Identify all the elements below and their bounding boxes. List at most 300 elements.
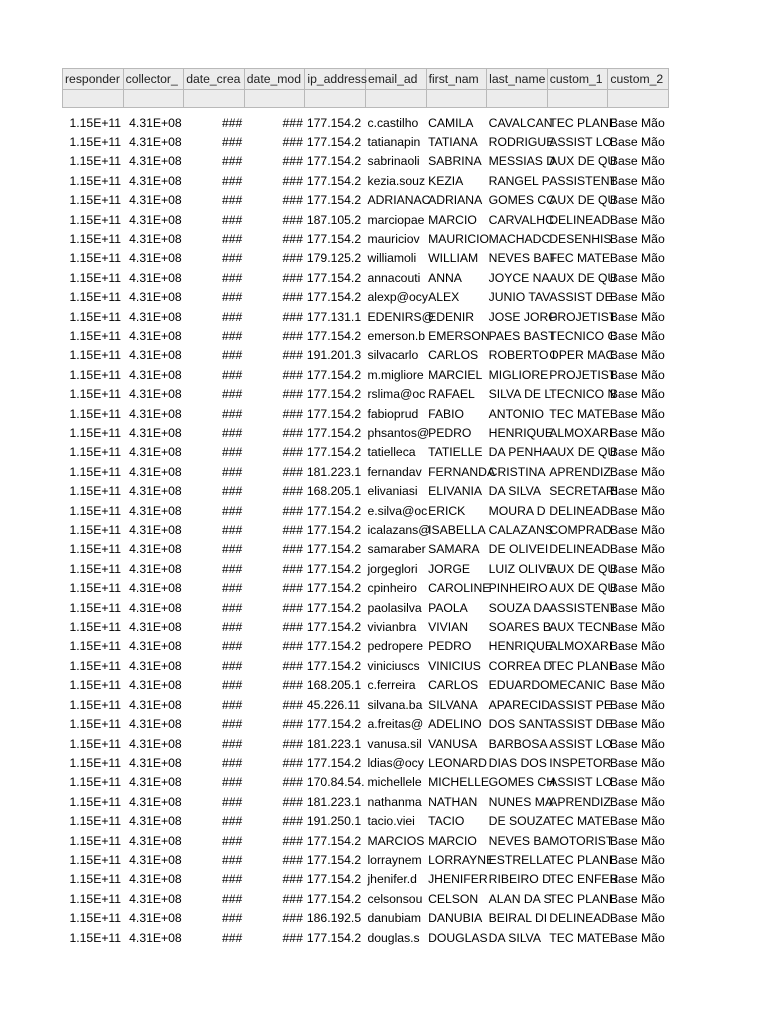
ip-address-cell[interactable]: 177.154.2 [306, 290, 362, 305]
first-name-cell[interactable]: PAOLA [428, 600, 468, 615]
custom-2-cell[interactable]: Base Mão [609, 930, 665, 945]
respondent-id-cell[interactable]: 1.15E+11 [69, 270, 122, 285]
first-name-cell[interactable]: EMERSON [428, 328, 490, 343]
custom-1-cell[interactable]: TEC PLANE [549, 852, 617, 867]
collector-id-cell[interactable]: 4.31E+08 [129, 581, 182, 596]
collector-id-cell[interactable]: 4.31E+08 [129, 658, 182, 673]
custom-2-cell[interactable]: Base Mão [609, 173, 665, 188]
email-cell[interactable]: paolasilva [367, 600, 422, 615]
custom-2-cell[interactable]: Base Mão [609, 115, 665, 130]
last-name-cell[interactable]: DA SILVA [488, 484, 542, 499]
empty-cell[interactable] [123, 90, 184, 108]
empty-cell[interactable] [426, 90, 487, 108]
collector-id-cell[interactable]: 4.31E+08 [129, 367, 182, 382]
ip-address-cell[interactable]: 168.205.1 [306, 484, 362, 499]
email-cell[interactable]: celsonsou [367, 891, 423, 906]
custom-2-cell[interactable]: Base Mão [609, 290, 665, 305]
email-cell[interactable]: EDENIRS@ [367, 309, 435, 324]
first-name-cell[interactable]: CELSON [428, 891, 479, 906]
collector-id-cell[interactable]: 4.31E+08 [129, 464, 182, 479]
custom-2-cell[interactable]: Base Mão [609, 717, 665, 732]
email-cell[interactable]: tatielleca [367, 445, 416, 460]
custom-1-cell[interactable]: SECRETARI [549, 484, 619, 499]
custom-1-cell[interactable]: PROJETIST [549, 367, 617, 382]
email-cell[interactable]: vivianbra [367, 620, 417, 635]
ip-address-cell[interactable]: 177.154.2 [306, 503, 362, 518]
date-modified-cell[interactable]: ### [282, 639, 303, 654]
email-cell[interactable]: rslima@oc [367, 387, 426, 402]
first-name-cell[interactable]: DANUBIA [428, 911, 483, 926]
email-cell[interactable]: michellele [367, 775, 422, 790]
collector-id-cell[interactable]: 4.31E+08 [129, 561, 182, 576]
ip-address-cell[interactable]: 177.154.2 [306, 542, 362, 557]
date-modified-cell[interactable]: ### [282, 814, 303, 829]
last-name-cell[interactable]: ESTRELLA [488, 852, 551, 867]
date-created-cell[interactable]: ### [221, 581, 243, 596]
last-name-cell[interactable]: CARVALHC [488, 212, 554, 227]
email-cell[interactable]: sabrinaoli [367, 154, 420, 169]
collector-id-cell[interactable]: 4.31E+08 [129, 193, 182, 208]
ip-address-cell[interactable]: 179.125.2 [306, 251, 362, 266]
date-created-cell[interactable]: ### [221, 173, 243, 188]
empty-cell[interactable] [184, 90, 245, 108]
ip-address-cell[interactable]: 168.205.1 [306, 678, 362, 693]
custom-2-cell[interactable]: Base Mão [609, 367, 665, 382]
date-modified-cell[interactable]: ### [282, 852, 303, 867]
email-cell[interactable]: viniciuscs [367, 658, 420, 673]
last-name-cell[interactable]: MESSIAS D [488, 154, 556, 169]
empty-cell[interactable] [365, 90, 426, 108]
first-name-cell[interactable]: PEDRO [428, 639, 472, 654]
ip-address-cell[interactable]: 177.154.2 [306, 134, 362, 149]
date-modified-cell[interactable]: ### [282, 406, 303, 421]
ip-address-cell[interactable]: 170.84.54. [306, 775, 365, 790]
custom-1-cell[interactable]: DELINEAD [549, 212, 611, 227]
ip-address-cell[interactable]: 177.154.2 [306, 658, 362, 673]
date-created-cell[interactable]: ### [221, 833, 243, 848]
ip-address-cell[interactable]: 177.154.2 [306, 872, 362, 887]
first-name-cell[interactable]: PEDRO [428, 426, 472, 440]
first-name-cell[interactable]: ALEX [428, 290, 460, 305]
last-name-cell[interactable]: PINHEIRO [488, 581, 548, 596]
last-name-cell[interactable]: EDUARDO [488, 678, 550, 693]
custom-1-cell[interactable]: TECNICO N [549, 387, 617, 402]
collector-id-cell[interactable]: 4.31E+08 [129, 328, 182, 343]
collector-id-cell[interactable]: 4.31E+08 [129, 523, 182, 538]
last-name-cell[interactable]: RIBEIRO D [488, 872, 551, 887]
date-created-cell[interactable]: ### [221, 387, 243, 402]
custom-2-cell[interactable]: Base Mão [609, 852, 665, 867]
date-modified-cell[interactable]: ### [282, 251, 303, 266]
date-modified-cell[interactable]: ### [282, 367, 303, 382]
collector-id-cell[interactable]: 4.31E+08 [129, 814, 182, 829]
last-name-cell[interactable]: SOARES B [488, 620, 551, 635]
date-created-cell[interactable]: ### [221, 697, 243, 712]
respondent-id-cell[interactable]: 1.15E+11 [69, 231, 122, 246]
custom-1-cell[interactable]: ASSIST DE [549, 290, 613, 305]
date-modified-cell[interactable]: ### [282, 542, 303, 557]
column-header[interactable]: date_mod [244, 69, 305, 90]
ip-address-cell[interactable]: 177.154.2 [306, 115, 362, 130]
date-modified-cell[interactable]: ### [282, 134, 303, 149]
last-name-cell[interactable]: NEVES BA [488, 833, 550, 848]
collector-id-cell[interactable]: 4.31E+08 [129, 134, 182, 149]
first-name-cell[interactable]: SABRINA [428, 154, 482, 169]
respondent-id-cell[interactable]: 1.15E+11 [69, 367, 122, 382]
email-cell[interactable]: e.silva@oc [367, 503, 428, 518]
custom-1-cell[interactable]: ASSIST LO [549, 134, 613, 149]
date-modified-cell[interactable]: ### [282, 115, 303, 130]
ip-address-cell[interactable]: 191.250.1 [306, 814, 362, 829]
email-cell[interactable]: fernandav [367, 464, 422, 479]
respondent-id-cell[interactable]: 1.15E+11 [69, 755, 122, 770]
collector-id-cell[interactable]: 4.31E+08 [129, 270, 182, 285]
custom-1-cell[interactable]: TEC MATE [549, 930, 610, 945]
ip-address-cell[interactable]: 181.223.1 [306, 794, 362, 809]
ip-address-cell[interactable]: 177.154.2 [306, 426, 362, 440]
date-created-cell[interactable]: ### [221, 406, 243, 421]
ip-address-cell[interactable]: 186.192.5 [306, 911, 362, 926]
empty-cell[interactable] [305, 90, 366, 108]
respondent-id-cell[interactable]: 1.15E+11 [69, 251, 122, 266]
date-created-cell[interactable]: ### [221, 212, 243, 227]
date-created-cell[interactable]: ### [221, 309, 243, 324]
date-created-cell[interactable]: ### [221, 328, 243, 343]
date-modified-cell[interactable]: ### [282, 154, 303, 169]
custom-2-cell[interactable]: Base Mão [609, 484, 665, 499]
ip-address-cell[interactable]: 177.154.2 [306, 755, 362, 770]
last-name-cell[interactable]: GOMES CC [488, 193, 556, 208]
ip-address-cell[interactable]: 177.154.2 [306, 930, 362, 945]
respondent-id-cell[interactable]: 1.15E+11 [69, 833, 122, 848]
respondent-id-cell[interactable]: 1.15E+11 [69, 290, 122, 305]
custom-1-cell[interactable]: AUX DE QU [549, 445, 617, 460]
ip-address-cell[interactable]: 187.105.2 [306, 212, 362, 227]
respondent-id-cell[interactable]: 1.15E+11 [69, 193, 122, 208]
custom-1-cell[interactable]: AUX DE QU [549, 193, 617, 208]
custom-2-cell[interactable]: Base Mão [609, 872, 665, 887]
date-created-cell[interactable]: ### [221, 678, 243, 693]
date-created-cell[interactable]: ### [221, 561, 243, 576]
date-modified-cell[interactable]: ### [282, 173, 303, 188]
respondent-id-cell[interactable]: 1.15E+11 [69, 387, 122, 402]
respondent-id-cell[interactable]: 1.15E+11 [69, 309, 122, 324]
date-modified-cell[interactable]: ### [282, 464, 303, 479]
respondent-id-cell[interactable]: 1.15E+11 [69, 523, 122, 538]
date-modified-cell[interactable]: ### [282, 523, 303, 538]
last-name-cell[interactable]: RODRIGUE [488, 134, 555, 149]
custom-1-cell[interactable]: AUX DE QU [549, 154, 617, 169]
email-cell[interactable]: annacouti [367, 270, 421, 285]
collector-id-cell[interactable]: 4.31E+08 [129, 911, 182, 926]
email-cell[interactable]: vanusa.sil [367, 736, 422, 751]
ip-address-cell[interactable]: 177.154.2 [306, 173, 362, 188]
collector-id-cell[interactable]: 4.31E+08 [129, 212, 182, 227]
respondent-id-cell[interactable]: 1.15E+11 [69, 697, 122, 712]
respondent-id-cell[interactable]: 1.15E+11 [69, 872, 122, 887]
custom-2-cell[interactable]: Base Mão [609, 270, 665, 285]
date-modified-cell[interactable]: ### [282, 755, 303, 770]
custom-2-cell[interactable]: Base Mão [609, 891, 665, 906]
ip-address-cell[interactable]: 177.154.2 [306, 231, 362, 246]
date-created-cell[interactable]: ### [221, 348, 243, 363]
custom-1-cell[interactable]: OPER MAC [549, 348, 615, 363]
first-name-cell[interactable]: KEZIA [428, 173, 464, 188]
respondent-id-cell[interactable]: 1.15E+11 [69, 852, 122, 867]
collector-id-cell[interactable]: 4.31E+08 [129, 348, 182, 363]
last-name-cell[interactable]: JOSE JORG [488, 309, 558, 324]
custom-1-cell[interactable]: AUX DE QU [549, 270, 617, 285]
last-name-cell[interactable]: CALAZANS [488, 523, 553, 538]
last-name-cell[interactable]: RANGEL P [488, 173, 550, 188]
date-created-cell[interactable]: ### [221, 193, 243, 208]
date-modified-cell[interactable]: ### [282, 426, 303, 440]
custom-1-cell[interactable]: DELINEAD [549, 542, 611, 557]
first-name-cell[interactable]: MAURICIO [428, 231, 489, 246]
email-cell[interactable]: tatianapin [367, 134, 421, 149]
last-name-cell[interactable]: PAES BAST [488, 328, 556, 343]
respondent-id-cell[interactable]: 1.15E+11 [69, 794, 122, 809]
date-created-cell[interactable]: ### [221, 503, 243, 518]
respondent-id-cell[interactable]: 1.15E+11 [69, 911, 122, 926]
custom-2-cell[interactable]: Base Mão [609, 833, 665, 848]
custom-2-cell[interactable]: Base Mão [609, 464, 665, 479]
respondent-id-cell[interactable]: 1.15E+11 [69, 426, 122, 440]
last-name-cell[interactable]: DIAS DOS [488, 755, 547, 770]
email-cell[interactable]: douglas.s [367, 930, 420, 945]
first-name-cell[interactable]: VINICIUS [428, 658, 481, 673]
email-cell[interactable]: lorraynem [367, 852, 422, 867]
collector-id-cell[interactable]: 4.31E+08 [129, 231, 182, 246]
custom-1-cell[interactable]: INSPETOR [549, 755, 612, 770]
ip-address-cell[interactable]: 177.154.2 [306, 445, 362, 460]
custom-1-cell[interactable]: AUX DE QU [549, 581, 617, 596]
respondent-id-cell[interactable]: 1.15E+11 [69, 212, 122, 227]
custom-1-cell[interactable]: ASSIST LO [549, 736, 613, 751]
collector-id-cell[interactable]: 4.31E+08 [129, 775, 182, 790]
date-created-cell[interactable]: ### [221, 814, 243, 829]
ip-address-cell[interactable]: 45.226.11 [306, 697, 361, 712]
date-created-cell[interactable]: ### [221, 464, 243, 479]
date-modified-cell[interactable]: ### [282, 561, 303, 576]
column-header[interactable]: responder [63, 69, 124, 90]
custom-1-cell[interactable]: APRENDIZ [549, 794, 611, 809]
last-name-cell[interactable]: HENRIQUE [488, 426, 553, 440]
custom-1-cell[interactable]: DELINEAD [549, 503, 611, 518]
custom-2-cell[interactable]: Base Mão [609, 251, 665, 266]
ip-address-cell[interactable]: 177.154.2 [306, 328, 362, 343]
empty-cell[interactable] [608, 90, 669, 108]
last-name-cell[interactable]: JUNIO TAV [488, 290, 551, 305]
custom-1-cell[interactable]: TEC MATE [549, 814, 610, 829]
respondent-id-cell[interactable]: 1.15E+11 [69, 717, 122, 732]
date-created-cell[interactable]: ### [221, 290, 243, 305]
email-cell[interactable]: silvacarlo [367, 348, 419, 363]
respondent-id-cell[interactable]: 1.15E+11 [69, 775, 122, 790]
first-name-cell[interactable]: ADRIANA [428, 193, 483, 208]
custom-2-cell[interactable]: Base Mão [609, 328, 665, 343]
custom-1-cell[interactable]: ALMOXARI [549, 639, 613, 654]
respondent-id-cell[interactable]: 1.15E+11 [69, 678, 122, 693]
respondent-id-cell[interactable]: 1.15E+11 [69, 154, 122, 169]
last-name-cell[interactable]: LUIZ OLIVE [488, 561, 555, 576]
custom-2-cell[interactable]: Base Mão [609, 794, 665, 809]
last-name-cell[interactable]: APARECID [488, 697, 551, 712]
custom-1-cell[interactable]: DESENHIS [549, 231, 612, 246]
last-name-cell[interactable]: ALAN DA S [488, 891, 552, 906]
collector-id-cell[interactable]: 4.31E+08 [129, 794, 182, 809]
custom-1-cell[interactable]: MECANIC [549, 678, 606, 693]
ip-address-cell[interactable]: 177.154.2 [306, 852, 362, 867]
first-name-cell[interactable]: MICHELLE [428, 775, 490, 790]
custom-2-cell[interactable]: Base Mão [609, 231, 665, 246]
date-created-cell[interactable]: ### [221, 852, 243, 867]
date-created-cell[interactable]: ### [221, 445, 243, 460]
custom-1-cell[interactable]: ASSISTENT [549, 173, 617, 188]
last-name-cell[interactable]: NUNES MA [488, 794, 553, 809]
email-cell[interactable]: c.ferreira [367, 678, 416, 693]
date-created-cell[interactable]: ### [221, 872, 243, 887]
date-modified-cell[interactable]: ### [282, 503, 303, 518]
custom-1-cell[interactable]: ALMOXARI [549, 426, 613, 440]
collector-id-cell[interactable]: 4.31E+08 [129, 154, 182, 169]
custom-1-cell[interactable]: ASSISTENT [549, 600, 617, 615]
respondent-id-cell[interactable]: 1.15E+11 [69, 484, 122, 499]
first-name-cell[interactable]: LORRAYNE [428, 852, 495, 867]
ip-address-cell[interactable]: 181.223.1 [306, 736, 362, 751]
custom-2-cell[interactable]: Base Mão [609, 658, 665, 673]
custom-2-cell[interactable]: Base Mão [609, 542, 665, 557]
respondent-id-cell[interactable]: 1.15E+11 [69, 620, 122, 635]
column-header[interactable]: first_nam [426, 69, 487, 90]
respondent-id-cell[interactable]: 1.15E+11 [69, 328, 122, 343]
email-cell[interactable]: jhenifer.d [367, 872, 417, 887]
date-modified-cell[interactable]: ### [282, 911, 303, 926]
collector-id-cell[interactable]: 4.31E+08 [129, 891, 182, 906]
first-name-cell[interactable]: FABIO [428, 406, 464, 421]
column-header[interactable]: email_ad [365, 69, 426, 90]
first-name-cell[interactable]: ANNA [428, 270, 462, 285]
collector-id-cell[interactable]: 4.31E+08 [129, 445, 182, 460]
first-name-cell[interactable]: EDENIR [428, 309, 475, 324]
last-name-cell[interactable]: HENRIQUE [488, 639, 553, 654]
email-cell[interactable]: marciopae [367, 212, 425, 227]
last-name-cell[interactable]: MIGLIORE [488, 367, 549, 382]
ip-address-cell[interactable]: 177.154.2 [306, 639, 362, 654]
respondent-id-cell[interactable]: 1.15E+11 [69, 561, 122, 576]
collector-id-cell[interactable]: 4.31E+08 [129, 717, 182, 732]
last-name-cell[interactable]: ANTONIO [488, 406, 544, 421]
first-name-cell[interactable]: WILLIAM [428, 251, 479, 266]
email-cell[interactable]: elivaniasi [367, 484, 418, 499]
collector-id-cell[interactable]: 4.31E+08 [129, 697, 182, 712]
custom-2-cell[interactable]: Base Mão [609, 154, 665, 169]
email-cell[interactable]: silvana.ba [367, 697, 423, 712]
last-name-cell[interactable]: DE OLIVEI [488, 542, 549, 557]
first-name-cell[interactable]: ELIVANIA [428, 484, 483, 499]
last-name-cell[interactable]: MOURA D [488, 503, 546, 518]
respondent-id-cell[interactable]: 1.15E+11 [69, 600, 122, 615]
collector-id-cell[interactable]: 4.31E+08 [129, 387, 182, 402]
ip-address-cell[interactable]: 177.154.2 [306, 833, 362, 848]
column-header[interactable]: last_name [487, 69, 548, 90]
ip-address-cell[interactable]: 177.154.2 [306, 406, 362, 421]
collector-id-cell[interactable]: 4.31E+08 [129, 426, 182, 440]
date-created-cell[interactable]: ### [221, 755, 243, 770]
custom-1-cell[interactable]: ASSIST PE [549, 697, 613, 712]
custom-1-cell[interactable]: AUX TECNI [549, 620, 615, 635]
respondent-id-cell[interactable]: 1.15E+11 [69, 639, 122, 654]
custom-2-cell[interactable]: Base Mão [609, 620, 665, 635]
email-cell[interactable]: emerson.b [367, 328, 426, 343]
first-name-cell[interactable]: SAMARA [428, 542, 480, 557]
email-cell[interactable]: alexp@ocy [367, 290, 428, 305]
column-header[interactable]: collector_ [123, 69, 184, 90]
custom-1-cell[interactable]: TECNICO C [549, 328, 617, 343]
email-cell[interactable]: phsantos@ [367, 426, 430, 440]
last-name-cell[interactable]: JOYCE NA [488, 270, 550, 285]
collector-id-cell[interactable]: 4.31E+08 [129, 852, 182, 867]
custom-2-cell[interactable]: Base Mão [609, 775, 665, 790]
empty-cell[interactable] [547, 90, 608, 108]
date-modified-cell[interactable]: ### [282, 620, 303, 635]
ip-address-cell[interactable]: 191.201.3 [306, 348, 362, 363]
custom-2-cell[interactable]: Base Mão [609, 503, 665, 518]
first-name-cell[interactable]: JHENIFER [428, 872, 488, 887]
first-name-cell[interactable]: NATHAN [428, 794, 478, 809]
ip-address-cell[interactable]: 177.154.2 [306, 561, 362, 576]
collector-id-cell[interactable]: 4.31E+08 [129, 309, 182, 324]
date-modified-cell[interactable]: ### [282, 717, 303, 732]
respondent-id-cell[interactable]: 1.15E+11 [69, 445, 122, 460]
first-name-cell[interactable]: MARCIO [428, 212, 477, 227]
email-cell[interactable]: a.freitas@ [367, 717, 424, 732]
date-created-cell[interactable]: ### [221, 658, 243, 673]
empty-cell[interactable] [63, 90, 124, 108]
respondent-id-cell[interactable]: 1.15E+11 [69, 658, 122, 673]
custom-2-cell[interactable]: Base Mão [609, 639, 665, 654]
custom-1-cell[interactable]: DELINEAD [549, 911, 611, 926]
last-name-cell[interactable]: GOMES CH [488, 775, 556, 790]
email-cell[interactable]: jorgeglori [367, 561, 418, 576]
first-name-cell[interactable]: CARLOS [428, 678, 479, 693]
collector-id-cell[interactable]: 4.31E+08 [129, 406, 182, 421]
last-name-cell[interactable]: CRISTINA [488, 464, 546, 479]
custom-2-cell[interactable]: Base Mão [609, 911, 665, 926]
collector-id-cell[interactable]: 4.31E+08 [129, 542, 182, 557]
first-name-cell[interactable]: CARLOS [428, 348, 479, 363]
email-cell[interactable]: c.castilho [367, 115, 419, 130]
custom-1-cell[interactable]: AUX DE QU [549, 561, 617, 576]
date-modified-cell[interactable]: ### [282, 736, 303, 751]
first-name-cell[interactable]: JORGE [428, 561, 471, 576]
custom-2-cell[interactable]: Base Mão [609, 134, 665, 149]
email-cell[interactable]: kezia.souz [367, 173, 426, 188]
date-created-cell[interactable]: ### [221, 115, 243, 130]
date-modified-cell[interactable]: ### [282, 445, 303, 460]
date-created-cell[interactable]: ### [221, 639, 243, 654]
date-modified-cell[interactable]: ### [282, 290, 303, 305]
email-cell[interactable]: m.migliore [367, 367, 424, 382]
date-created-cell[interactable]: ### [221, 600, 243, 615]
custom-2-cell[interactable]: Base Mão [609, 309, 665, 324]
custom-1-cell[interactable]: TEC PLANE [549, 658, 617, 673]
date-created-cell[interactable]: ### [221, 542, 243, 557]
respondent-id-cell[interactable]: 1.15E+11 [69, 134, 122, 149]
date-created-cell[interactable]: ### [221, 717, 243, 732]
ip-address-cell[interactable]: 177.154.2 [306, 193, 362, 208]
email-cell[interactable]: williamoli [367, 251, 417, 266]
